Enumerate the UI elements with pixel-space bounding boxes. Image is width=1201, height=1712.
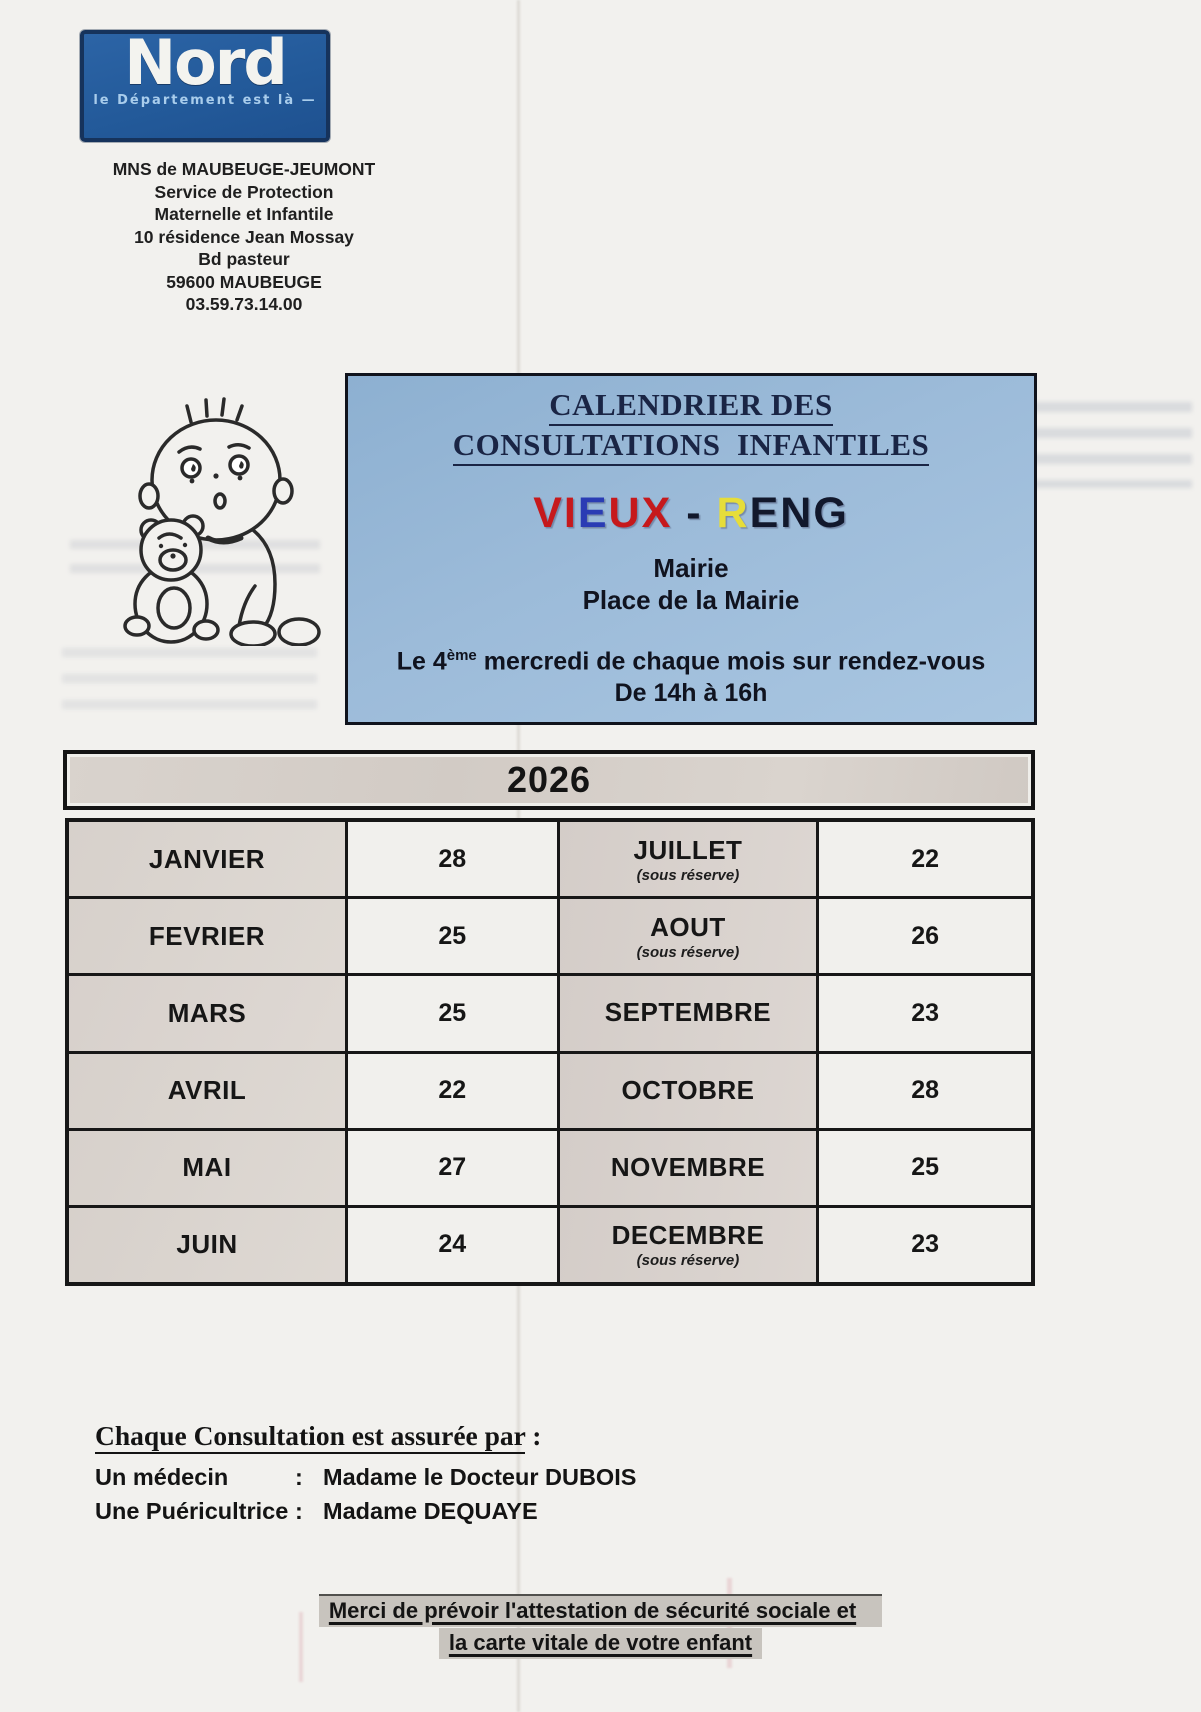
table-row	[69, 1131, 1031, 1208]
reservation-note: (sous réserve)	[636, 1252, 740, 1270]
staff-role: Une Puéricultrice	[95, 1498, 289, 1524]
venue-block	[348, 552, 1034, 616]
day-cell: 23	[819, 976, 1031, 1050]
day-cell: 25	[348, 899, 560, 973]
year-label: 2026	[506, 759, 592, 800]
staff-colon: :	[295, 1464, 303, 1490]
address-line: Maternelle et Infantile	[154, 204, 334, 224]
day-cell: 22	[348, 1054, 560, 1128]
address-line: 10 résidence Jean Mossay	[134, 226, 354, 247]
month-cell: MARS	[69, 976, 348, 1050]
staff-row	[95, 1460, 855, 1494]
consultation-announcement-panel	[345, 373, 1037, 725]
reservation-note: (sous réserve)	[636, 943, 740, 961]
address-line: Bd pasteur	[198, 249, 290, 269]
month-cell: JUIN	[69, 1208, 348, 1282]
staff-heading: Chaque Consultation est assurée par :	[95, 1420, 855, 1452]
table-row	[69, 976, 1031, 1053]
day-cell: 25	[819, 1131, 1031, 1205]
table-row	[69, 899, 1031, 976]
day-cell: 24	[348, 1208, 560, 1282]
day-cell: 28	[819, 1054, 1031, 1128]
month-cell: AVRIL	[69, 1054, 348, 1128]
footer-notice-line2: la carte vitale de votre enfant	[439, 1628, 762, 1659]
logo-tagline: le Département est là —	[93, 93, 317, 108]
day-cell: 25	[348, 976, 560, 1050]
table-row	[69, 1208, 1031, 1282]
table-row	[69, 822, 1031, 899]
schedule-block	[348, 640, 1034, 709]
month-cell: OCTOBRE	[560, 1054, 820, 1128]
panel-title-line1: CALENDRIER DES	[549, 386, 832, 426]
schedule-line2: De 14h à 16h	[614, 679, 768, 708]
month-cell: SEPTEMBRE	[560, 976, 820, 1050]
panel-title	[348, 386, 1034, 466]
staff-name: Madame DEQUAYE	[323, 1498, 538, 1524]
address-line: 59600 MAUBEUGE	[166, 271, 322, 292]
month-cell: JUILLET (sous réserve)	[560, 822, 820, 896]
month-cell: NOVEMBRE	[560, 1131, 820, 1205]
baby-with-teddy-illustration	[103, 388, 335, 646]
venue-line2: Place de la Mairie	[582, 585, 800, 615]
table-row	[69, 1054, 1031, 1131]
month-cell: DECEMBRE (sous réserve)	[560, 1208, 820, 1282]
panel-title-line2: CONSULTATIONS INFANTILES	[453, 426, 930, 466]
footer-notice	[0, 1594, 1201, 1659]
month-cell: JANVIER	[69, 822, 348, 896]
reservation-note: (sous réserve)	[636, 866, 740, 884]
staff-name: Madame le Docteur DUBOIS	[323, 1464, 637, 1490]
address-line: 03.59.73.14.00	[185, 294, 303, 314]
address-line: Service de Protection	[154, 181, 334, 202]
nord-department-logo	[80, 26, 330, 142]
day-cell: 26	[819, 899, 1031, 973]
sender-address-block	[70, 158, 418, 316]
day-cell: 27	[348, 1131, 560, 1205]
scan-artifact-bleedthrough	[62, 648, 317, 712]
footer-notice-line1: Merci de prévoir l'attestation de sécurité sociale et	[319, 1594, 882, 1627]
logo-wordmark: Nord	[124, 26, 286, 99]
month-cell: FEVRIER	[69, 899, 348, 973]
day-cell: 22	[819, 822, 1031, 896]
schedule-line1: Le 4ème mercredi de chaque mois sur rendez-vous	[396, 647, 986, 676]
consultation-dates-table	[65, 818, 1035, 1286]
day-cell: 23	[819, 1208, 1031, 1282]
town-name: VIEUX - RENG	[533, 489, 849, 537]
staff-role: Un médecin	[95, 1464, 229, 1490]
staff-colon: :	[295, 1498, 303, 1524]
venue-line1: Mairie	[653, 553, 729, 583]
month-cell: AOUT (sous réserve)	[560, 899, 820, 973]
staff-block	[95, 1420, 855, 1528]
staff-row	[95, 1494, 855, 1528]
year-header-bar	[63, 750, 1035, 810]
month-cell: MAI	[69, 1131, 348, 1205]
address-line: MNS de MAUBEUGE-JEUMONT	[112, 159, 376, 179]
day-cell: 28	[348, 822, 560, 896]
